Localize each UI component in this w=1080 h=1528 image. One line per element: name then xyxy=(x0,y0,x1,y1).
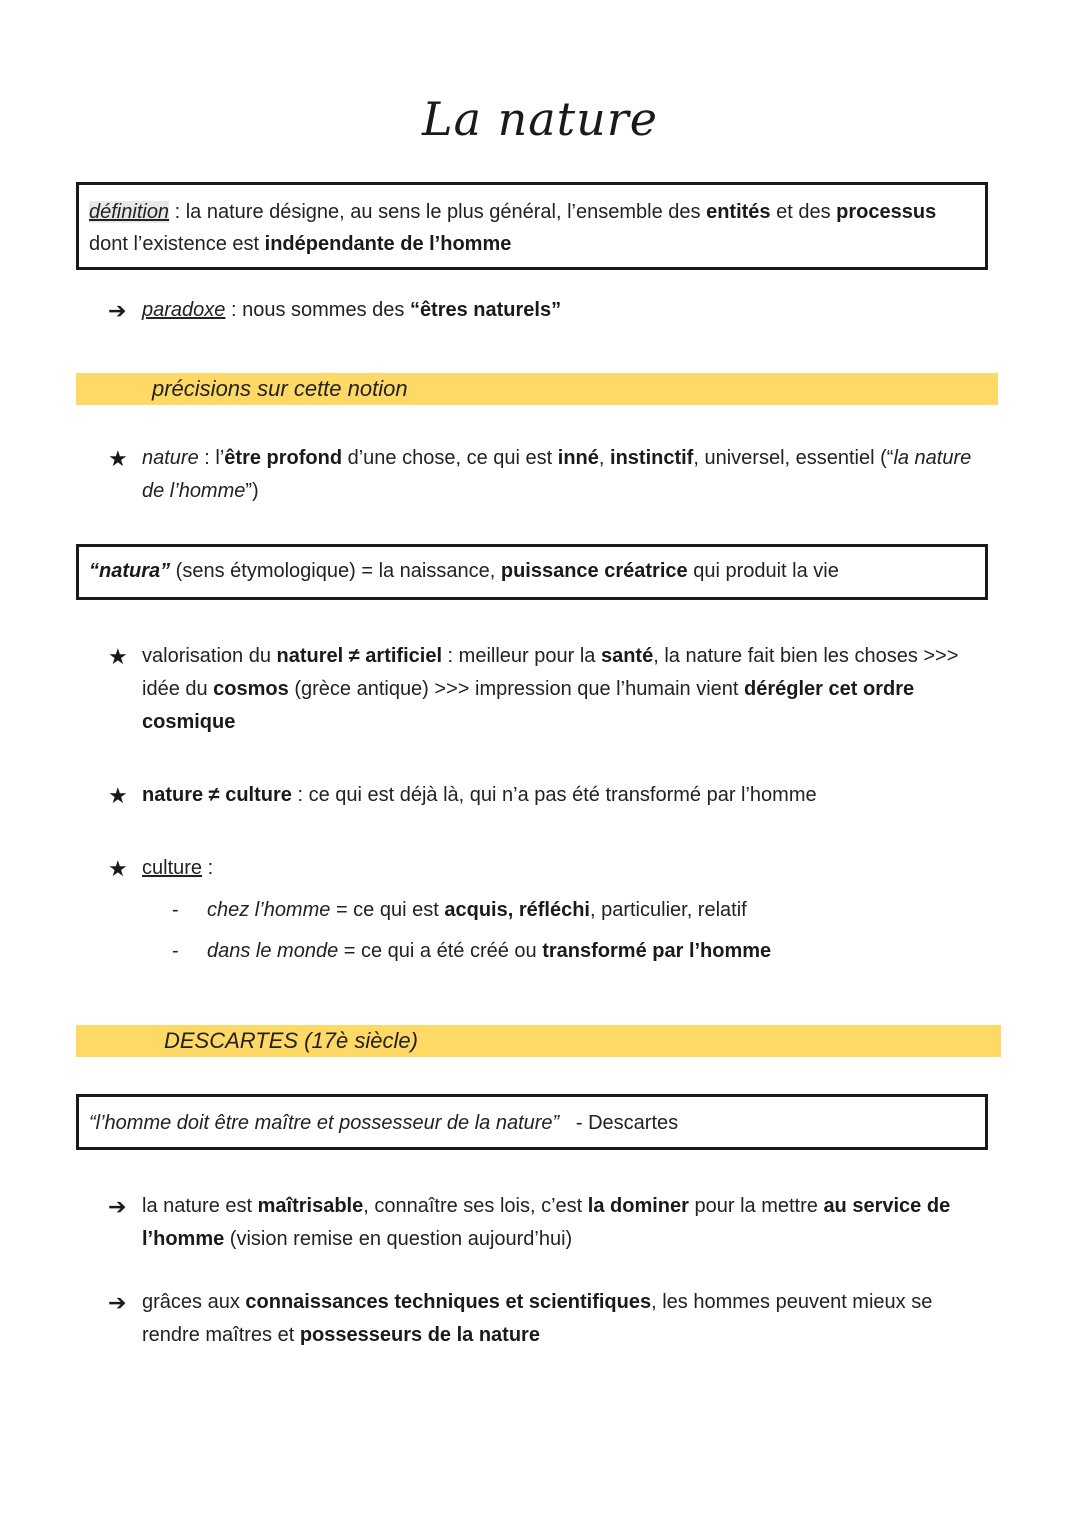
bold-text: naturel ≠ artificiel xyxy=(276,645,442,667)
plain-text: grâces aux xyxy=(142,1291,246,1313)
paradoxe-bold: “êtres naturels” xyxy=(409,299,562,321)
bullet-nature-culture-text xyxy=(142,779,988,812)
dash-bullet: - xyxy=(172,899,179,921)
bold-text: santé xyxy=(600,645,654,667)
plain-text: (vision remise en question aujourd’hui) xyxy=(224,1228,573,1250)
arrow-icon: ➔ xyxy=(108,1194,127,1219)
star-icon: ★ xyxy=(108,783,128,808)
bold-text: inné xyxy=(557,447,599,469)
plain-text: rendre maîtres et xyxy=(142,1324,300,1346)
natura-term: “natura” xyxy=(89,560,171,582)
section-heading-precisions: précisions sur cette notion xyxy=(76,373,998,405)
italic-text: dans le monde xyxy=(207,940,339,962)
quote-box xyxy=(76,1094,988,1150)
bold-text: instinctif xyxy=(610,447,694,469)
definition-bold: entités xyxy=(706,201,771,223)
plain-text: qui produit la vie xyxy=(687,560,839,582)
plain-text: , la nature fait bien les choses >>> xyxy=(653,645,959,667)
dash-bullet: - xyxy=(172,940,179,962)
arrow-icon: ➔ xyxy=(108,298,127,323)
definition-text: : la nature désigne, au sens le plus général, l’ensemble des xyxy=(169,201,707,223)
bold-text: l’homme xyxy=(142,1228,225,1250)
bullet-culture-text xyxy=(142,852,988,885)
bullet-valorisation-text xyxy=(142,640,988,739)
plain-text: : ce qui est déjà là, qui n’a pas été transformé par l’homme xyxy=(291,784,817,806)
paradoxe-plain: : nous sommes des xyxy=(225,299,410,321)
quote-author: - Descartes xyxy=(559,1112,679,1134)
definition-line-2 xyxy=(89,228,975,260)
bold-text: être profond xyxy=(224,447,343,469)
paradoxe-text xyxy=(142,294,988,327)
bold-text: puissance créatrice xyxy=(500,560,688,582)
star-icon: ★ xyxy=(108,856,128,881)
bullet-nature-text xyxy=(142,442,988,508)
plain-text: (sens étymologique) = la naissance, xyxy=(170,560,501,582)
definition-label: définition xyxy=(89,201,170,223)
descartes-point-2-text xyxy=(142,1286,988,1352)
bold-text: nature ≠ culture xyxy=(142,784,292,806)
plain-text: la nature est xyxy=(142,1195,258,1217)
bold-text: cosmos xyxy=(213,678,289,700)
italic-text: chez l’homme xyxy=(207,899,331,921)
plain-text: pour la mettre xyxy=(688,1195,824,1217)
bold-text: acquis, réfléchi xyxy=(444,899,590,921)
definition-bold: indépendante de l’homme xyxy=(264,233,512,255)
sub-item-text xyxy=(207,894,747,927)
bold-text: possesseurs de la nature xyxy=(299,1324,540,1346)
natura-box xyxy=(76,544,988,600)
quote-text: “l’homme doit être maître et possesseur de la nature” xyxy=(89,1112,560,1134)
sub-item-text xyxy=(207,935,771,968)
plain-text: (grèce antique) >>> impression que l’humain vient xyxy=(288,678,745,700)
plain-text: , connaître ses lois, c’est xyxy=(363,1195,588,1217)
bold-text: cosmique xyxy=(142,711,236,733)
bold-text: dérégler cet ordre xyxy=(744,678,915,700)
section-heading-descartes: DESCARTES (17è siècle) xyxy=(76,1025,1001,1057)
bold-text: transformé par l’homme xyxy=(542,940,772,962)
paradoxe-label: paradoxe xyxy=(142,299,226,321)
definition-bold: processus xyxy=(836,201,937,223)
bold-text: connaissances techniques et scientifiques xyxy=(245,1291,652,1313)
culture-label: culture xyxy=(142,857,203,879)
plain-text: , particulier, relatif xyxy=(589,899,747,921)
page-title: La nature xyxy=(422,92,658,146)
plain-text: : meilleur pour la xyxy=(442,645,601,667)
star-icon: ★ xyxy=(108,446,128,471)
plain-text: : xyxy=(202,857,214,879)
plain-text: valorisation du xyxy=(142,645,277,667)
definition-text: dont l’existence est xyxy=(89,233,265,255)
plain-text: d’une chose, ce qui est xyxy=(342,447,558,469)
arrow-icon: ➔ xyxy=(108,1290,127,1315)
plain-text: = ce qui a été créé ou xyxy=(338,940,543,962)
definition-text: et des xyxy=(770,201,837,223)
descartes-point-1-text xyxy=(142,1190,988,1256)
plain-text: , xyxy=(598,447,611,469)
italic-text: de l’homme xyxy=(142,480,246,502)
italic-text: la nature xyxy=(893,447,972,469)
bold-text: maîtrisable xyxy=(257,1195,364,1217)
plain-text: : l’ xyxy=(198,447,225,469)
definition-box xyxy=(76,182,988,270)
bold-text: au service de xyxy=(823,1195,951,1217)
plain-text: idée du xyxy=(142,678,214,700)
nature-label: nature xyxy=(142,447,199,469)
plain-text: = ce qui est xyxy=(330,899,445,921)
plain-text: , universel, essentiel (“ xyxy=(693,447,894,469)
definition-line-1 xyxy=(89,196,975,228)
plain-text: ”) xyxy=(245,480,259,502)
plain-text: , les hommes peuvent mieux se xyxy=(651,1291,933,1313)
bold-text: la dominer xyxy=(587,1195,689,1217)
star-icon: ★ xyxy=(108,644,128,669)
